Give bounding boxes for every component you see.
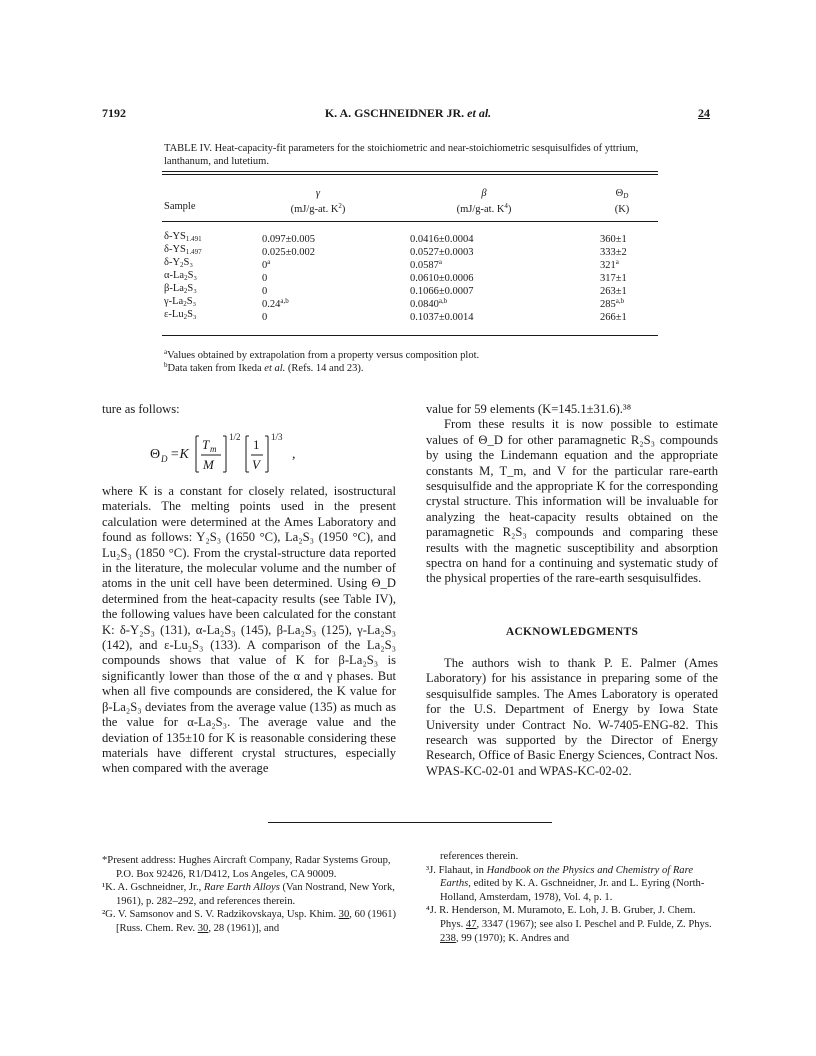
right-p1: value for 59 elements (K=145.1±31.6).³⁸ <box>426 402 632 416</box>
eq-num2: 1 <box>253 437 260 452</box>
ref-2-continued: references therein. <box>440 851 519 862</box>
cell-gamma: 0 <box>262 312 268 323</box>
gamma-symbol: γ <box>315 188 321 199</box>
right-p2: From these results it is now possible to estimate values of Θ_D for other paramagnetic R₂S₃ compounds by using the Lindemann equation and the appropriate constants M, T_m, and V for the particular rare-earth sesquisulfide and the appropriate K for the corresponding crystal structure. This information will be invaluable for analyzing the heat-capacity results obtained on the paramagnetic R₂S₃ compounds and comparing these results with the magnetic susceptibility and absorption spectra on hand for a continuing and systematic study of the physical properties of the rare-earth sesquisulfides. <box>426 417 718 586</box>
cell-sample: $\beta-La_2S_3$ <box>164 283 197 295</box>
cell-beta: 0.0587$^a$ <box>410 258 442 271</box>
eq-exp2: 1/3 <box>271 432 283 442</box>
eq-num1-sub: m <box>210 444 217 454</box>
eq-lhs: Θ <box>150 447 161 462</box>
cell-gamma: 0.025±0.002 <box>262 247 316 258</box>
cell-theta: 266±1 <box>600 312 627 323</box>
equation-svg <box>150 430 370 476</box>
table-row <box>162 308 658 321</box>
table-row <box>162 269 658 282</box>
references-left <box>102 854 398 936</box>
ref-star: *Present address: Hughes Aircraft Company, Radar Systems Group, P.O. Box 92426, R1/D412, Los Angeles, CA 90009. <box>102 855 391 880</box>
running-title-etal: et al. <box>467 106 492 120</box>
ref-2: ²G. V. Samsonov and S. V. Radzikovskaya, Usp. Khim. 30, 60 (1961) [Russ. Chem. Rev. 30, 28 (1961)], and <box>102 909 397 934</box>
theta-symbol: $\Theta_D$ <box>615 188 629 200</box>
volume-number: 24 <box>698 106 710 120</box>
acknowledgments-heading: ACKNOWLEDGMENTS <box>505 626 639 638</box>
cell-gamma: 0 <box>262 273 268 284</box>
ref-3: ³J. Flahaut, in Handbook on the Physics and Chemistry of Rare Earths, edited by K. A. Gschneidner, Jr. and L. Eyring (North-Holland, Amsterdam, 1978), Vol. 4, p. 1. <box>426 864 705 903</box>
cell-sample: $\alpha-La_2S_3$ <box>164 270 198 282</box>
cell-gamma: 0.24$^{a,b}$ <box>262 297 289 310</box>
table-top-rule <box>162 171 658 172</box>
cell-gamma: 0 <box>262 286 268 297</box>
ref-4: ⁴J. R. Henderson, M. Muramoto, E. Loh, J. B. Gruber, J. Chem. Phys. 47, 3347 (1967); see also I. Peschel and P. Fulde, Z. Phys. 238, 99 (1970); K. Andres and <box>426 905 712 944</box>
table-row <box>162 243 658 256</box>
running-title-authors: K. A. GSCHNEIDNER JR. <box>324 106 465 120</box>
left-paragraph <box>102 484 396 777</box>
table-row <box>162 230 658 243</box>
cell-beta: 0.1037±0.0014 <box>410 312 474 323</box>
right-column <box>426 402 718 587</box>
table-row <box>162 256 658 269</box>
cell-sample: $\delta-YS_{1.491}$ <box>164 231 202 243</box>
references-right <box>426 850 720 945</box>
header-beta <box>424 187 544 216</box>
ref-1: ¹K. A. Gschneidner, Jr., Rare Earth Alloys (Van Nostrand, New York, 1961), p. 282–292, and references therein. <box>102 882 395 907</box>
table-row <box>162 282 658 295</box>
lindemann-equation <box>150 430 370 476</box>
beta-unit: (mJ/g-at. $K^4$) <box>456 202 512 215</box>
cell-theta: 285$^{a,b}$ <box>600 297 625 310</box>
eq-num1: T <box>202 437 210 452</box>
cell-beta: 0.0840$^{a,b}$ <box>410 297 448 310</box>
table-row <box>162 295 658 308</box>
ack-paragraph: The authors wish to thank P. E. Palmer (Ames Laboratory) for his assistance in preparing some of the sesquisulfide samples. The Ames Laboratory is operated for the U.S. Department of Energy by Iowa State University under Contract No. W-7405-ENG-82. This research was supported by the Director of Energy Research, Office of Basic Energy Sciences, Contract Nos. WPAS-KC-02-01 and WPAS-KC-02-02. <box>426 656 718 778</box>
eq-equals-k: =K <box>170 447 189 462</box>
table-header <box>162 187 658 223</box>
cell-beta: 0.0610±0.0006 <box>410 273 474 284</box>
header-theta <box>592 187 652 216</box>
left-p1: where K is a constant for closely related, isostructural materials. The melting points used in the present calculation were determined at the Ames Laboratory and found as follows: Y₂S₃ (1650 °C), La₂S₃ (1950 °C), and Lu₂S₃ (1850 °C). From the crystal-structure data reported in the literature, the molecular volume and the number of atoms in the unit cell have been determined. Using Θ_D determined from the heat-capacity results (see Table IV), the following values have been calculated for the constant K: δ-Y₂S₃ (131), α-La₂S₃ (145), β-La₂S₃ (125), γ-La₂S₃ (142), and ε-Lu₂S₃ (133). A comparison of the La₂S₃ compounds shows that value of K for β-La₂S₃ is significantly lower than those of the α and γ phases. But when all five compounds are considered, the K value for β-La₂S₃ deviates from the average value (135) as much as the value for α-La₂S₃. The average value and the deviation of 135±10 for K is reasonable considering these materials have different crystal structures, especially when compared with the average <box>102 484 396 776</box>
cell-gamma: 0$^a$ <box>262 258 271 271</box>
header-sample: Sample <box>164 201 196 212</box>
cell-gamma: 0.097±0.005 <box>262 234 316 245</box>
cell-sample: $\delta-Y_2S_3$ <box>164 257 194 269</box>
table-top-rule-2 <box>162 174 658 175</box>
cell-theta: 263±1 <box>600 286 627 297</box>
table-footnote-a: $^a$Values obtained by extrapolation from a property versus composition plot. <box>164 348 480 361</box>
beta-symbol: β <box>481 188 487 199</box>
eq-comma: , <box>292 447 296 462</box>
eq-den1: M <box>203 457 214 472</box>
eq-den2: V <box>252 457 260 472</box>
acknowledgments-text <box>426 656 718 779</box>
table-footnote-b: $^b$Data taken from Ikeda et al. (Refs. 14 and 23). <box>164 361 364 374</box>
cell-sample: $\delta-YS_{1.497}$ <box>164 244 202 256</box>
cell-theta: 333±2 <box>600 247 627 258</box>
cell-beta: 0.0527±0.0003 <box>410 247 474 258</box>
footnote-divider <box>268 822 552 823</box>
cell-theta: 321$^a$ <box>600 258 619 271</box>
table-caption: TABLE IV. Heat-capacity-fit parameters for the stoichiometric and near-stoichiometric sesquisulfides of yttrium, lanthanum, and lutetium. <box>164 143 639 167</box>
cell-sample: $\varepsilon-Lu_2S_3$ <box>164 309 197 321</box>
eq-lhs-sub: D <box>161 454 168 464</box>
gamma-unit: (mJ/g-at. $K^2$) <box>290 202 346 215</box>
table-bottom-rule <box>162 335 658 336</box>
cell-theta: 360±1 <box>600 234 627 245</box>
cell-theta: 317±1 <box>600 273 627 284</box>
left-intro: ture as follows: <box>102 402 180 416</box>
page-number: 7192 <box>102 106 126 120</box>
cell-beta: 0.1066±0.0007 <box>410 286 474 297</box>
header-gamma <box>258 187 378 216</box>
cell-beta: 0.0416±0.0004 <box>410 234 474 245</box>
eq-exp1: 1/2 <box>229 432 241 442</box>
cell-sample: $\gamma-La_2S_3$ <box>164 296 197 308</box>
theta-unit: (K) <box>614 204 630 215</box>
